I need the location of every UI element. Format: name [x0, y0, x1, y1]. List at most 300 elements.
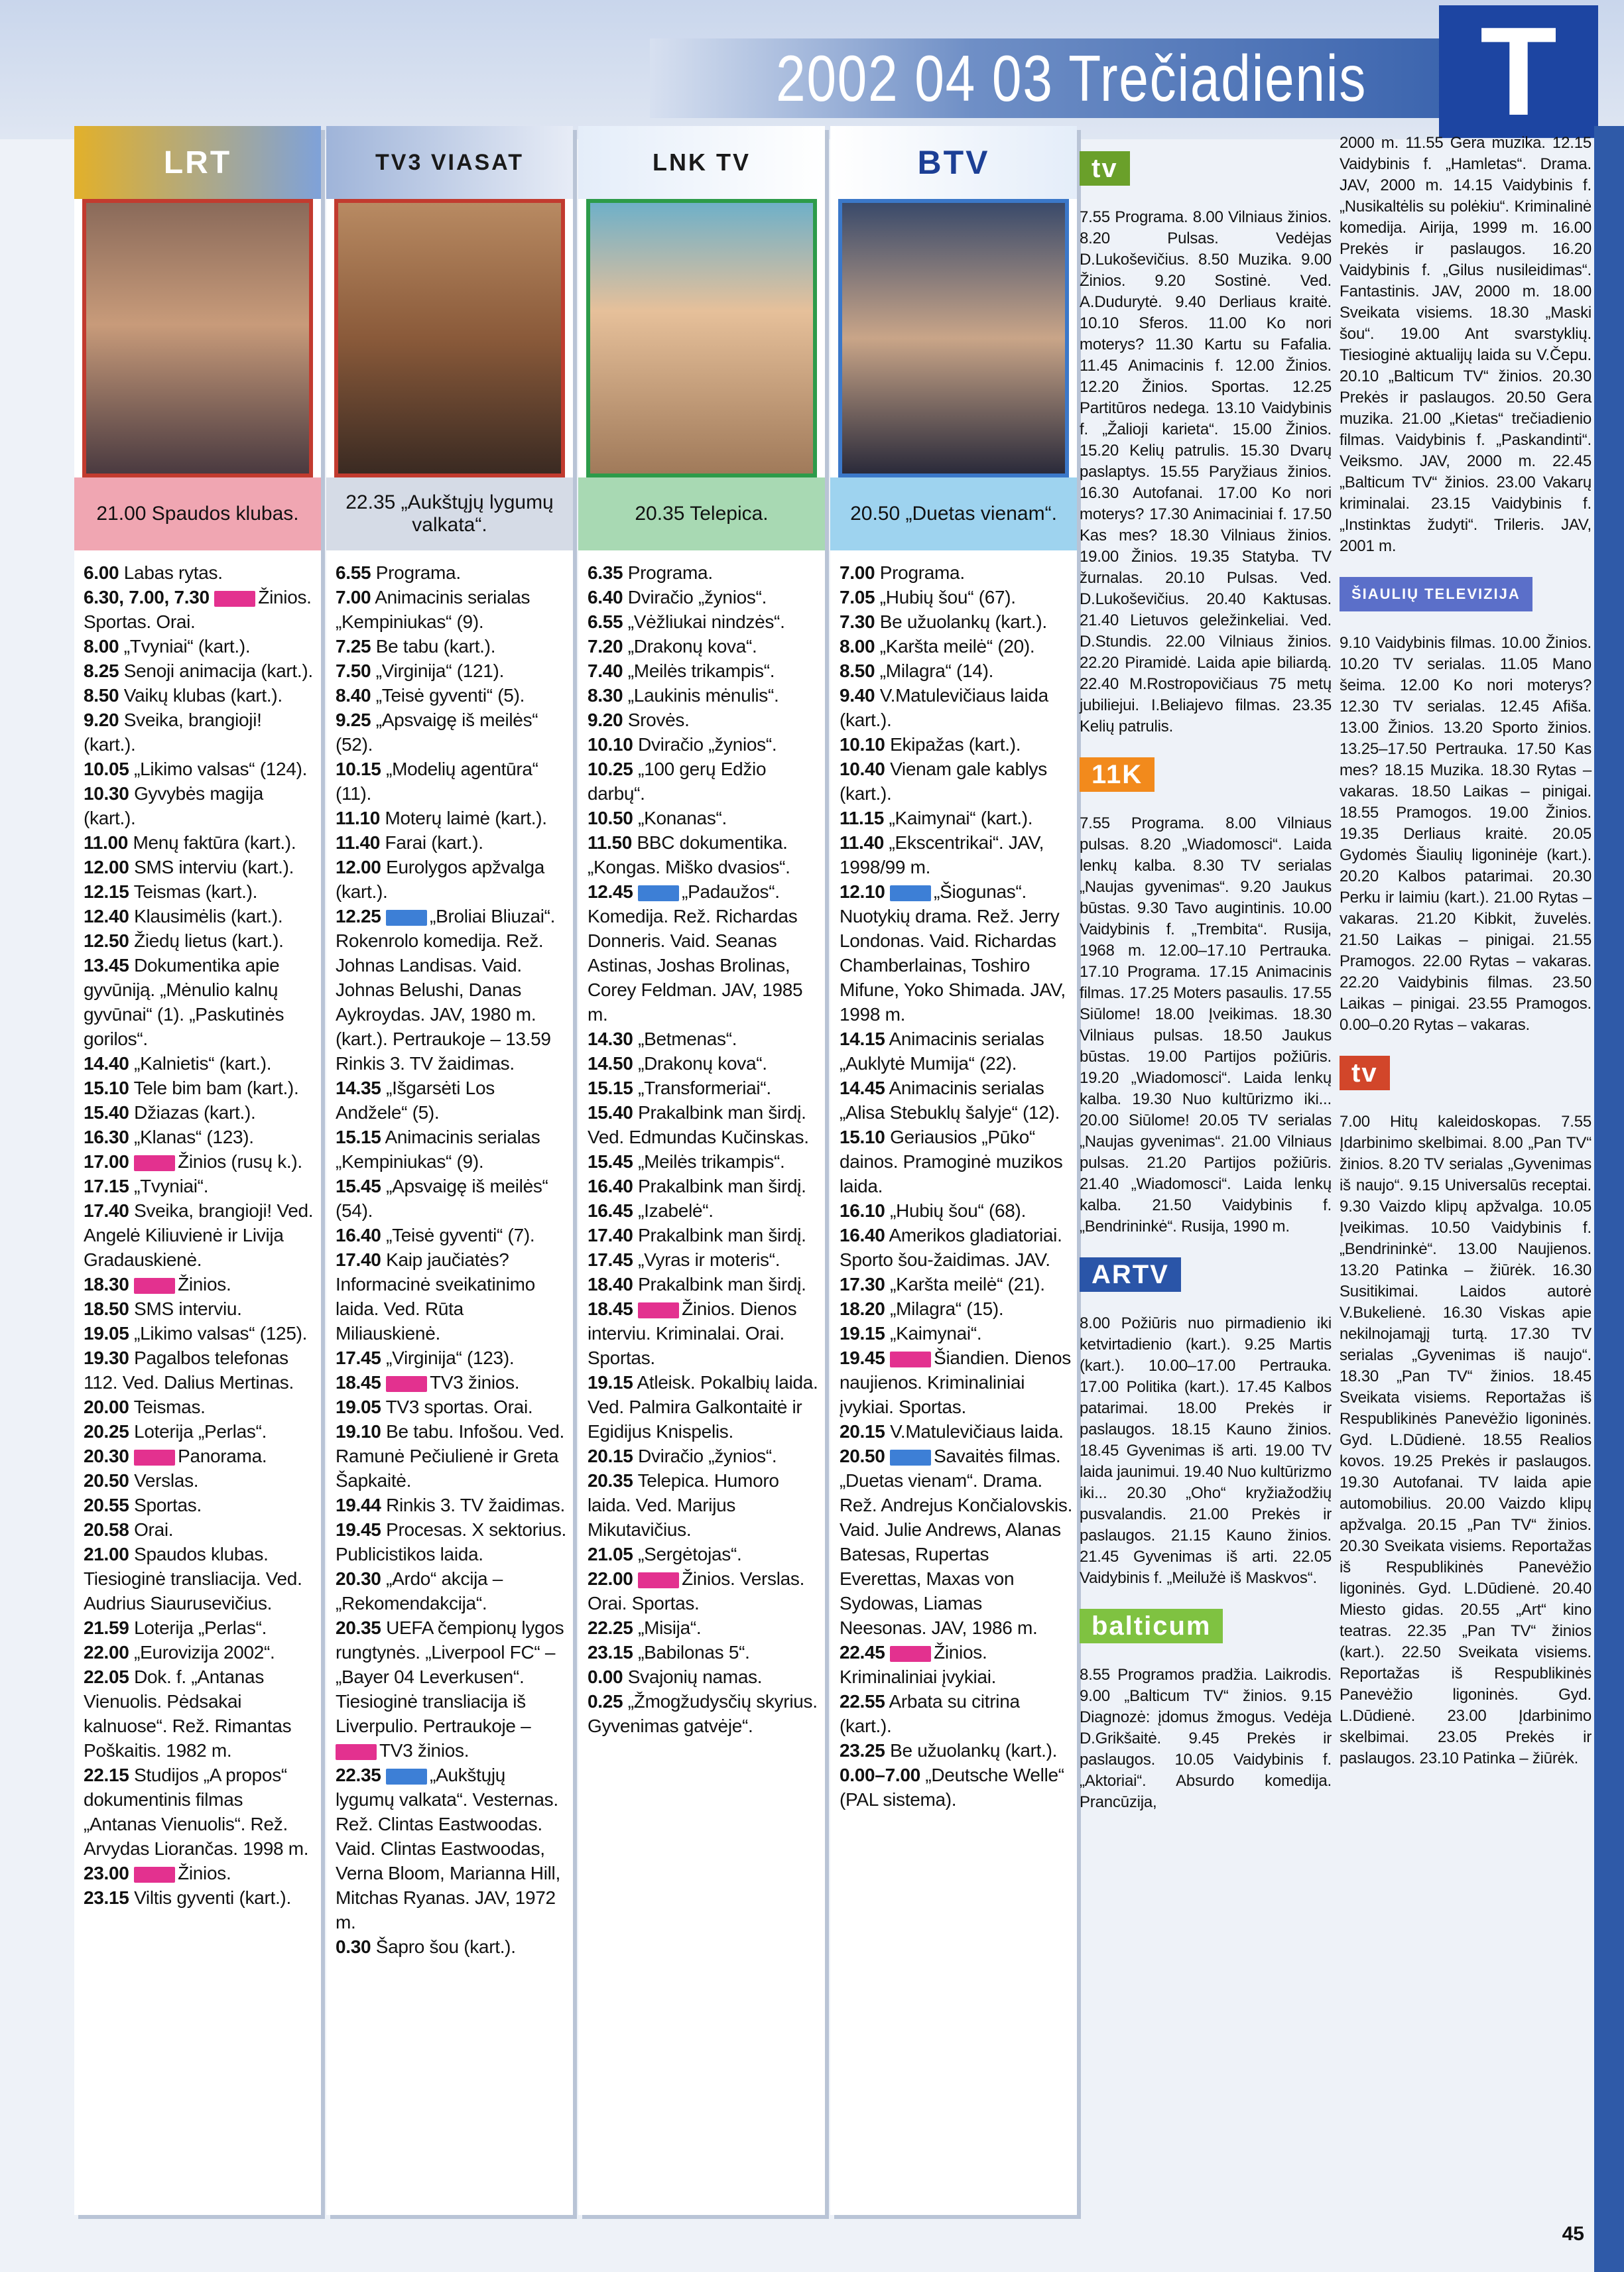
listing-text: Be tabu. Infošou. Ved. Ramunė Pečiulienė ir Greta Šapkaitė. — [336, 1421, 565, 1491]
listing-text: „Transformeriai“. — [638, 1078, 771, 1098]
listing-entry — [840, 560, 1073, 585]
listing-entry — [840, 659, 1073, 683]
listing-time: 17.00 — [84, 1151, 129, 1172]
listing-text: Animacinis serialas „Kempiniukas“ (9). — [336, 1127, 540, 1172]
listing-text: SMS interviu. — [134, 1298, 242, 1319]
listing-text: Prakalbink man širdį. — [638, 1274, 806, 1294]
listing-time: 12.45 — [588, 881, 633, 902]
listing-entry — [336, 560, 569, 585]
listing-text: „100 gerų Edžio darbų“. — [588, 759, 767, 804]
listing-time: 7.50 — [336, 661, 371, 681]
listing-time: 7.40 — [588, 661, 623, 681]
news-badge-icon — [336, 1744, 377, 1760]
listing-entry — [840, 830, 1073, 879]
listing-time: 20.15 — [588, 1446, 633, 1466]
news-badge-icon — [890, 1352, 931, 1367]
listing-time: 12.15 — [84, 881, 129, 902]
listing-entry — [588, 1149, 821, 1174]
listing-entry — [840, 1763, 1073, 1812]
listing-text: „Izabelė“. — [638, 1200, 714, 1221]
listing-time: 9.25 — [336, 710, 371, 730]
program-listings — [336, 560, 569, 2215]
listing-time: 14.50 — [588, 1053, 633, 1074]
listing-text: Kaip jaučiatės? Informacinė sveikatinimo laida. Ved. Rūta Miliauskienė. — [336, 1249, 535, 1344]
listing-text: SMS interviu (kart.). — [134, 857, 294, 877]
listing-time: 17.45 — [336, 1348, 381, 1368]
listing-entry — [84, 1468, 317, 1493]
listing-time: 0.30 — [336, 1936, 371, 1957]
listing-text: „Meilės trikampis“. — [627, 661, 775, 681]
listing-text: Be tabu (kart.). — [375, 636, 496, 657]
listing-entry — [84, 879, 317, 904]
listing-time: 12.25 — [336, 906, 381, 926]
listing-entry — [336, 1370, 569, 1395]
regional-channel-logo — [1080, 743, 1332, 806]
regional-schedule-text: 2000 m. 11.55 Gera muzika. 12.15 Vaidybinis f. „Hamletas“. Drama. JAV, 2000 m. 14.15 Vaidybinis f. „Nusikaltėlis su polėkiu“. Kriminalinė komedija. Airija, 1999 m. 16.00 Prekės ir paslaugos. 16.20 Vaidybinis f. „Gilus nusileidimas“. Fantastinis. JAV, 2000 m. 18.00 Sveikata visiems. 18.30 „Maski šou“. 19.00 Ant svarstyklių. Tiesioginė aktualijų laida su V.Čepu. 20.10 „Balticum TV“ žinios. 20.30 Prekės ir paslaugos. 20.50 Gera muzika. 21.00 „Kietas“ trečiadienio filmas. Vaidybinis f. „Paskandinti“. Veiksmo. JAV, 2000 m. 22.45 „Balticum TV“ žinios. 23.00 Vakarų kriminalai. 23.15 Vaidybinis f. „Instinktas žudyti“. Trileris. JAV, 2001 m. — [1340, 134, 1592, 555]
listing-text: Moterų laimė (kart.). — [385, 808, 547, 828]
listing-entry — [840, 1444, 1073, 1640]
listing-entry — [588, 1615, 821, 1640]
listing-time: 21.59 — [84, 1617, 129, 1638]
listing-entry — [336, 708, 569, 757]
listing-entry — [588, 1027, 821, 1051]
listing-entry — [588, 609, 821, 634]
listing-text: „Likimo valsas“ (125). — [134, 1323, 308, 1344]
listing-time: 11.10 — [336, 808, 381, 828]
listing-text: Panorama. — [178, 1446, 267, 1466]
listing-text: Animacinis serialas „Alisa Stebuklų šalyje“ (12). — [840, 1078, 1060, 1123]
listing-text: „Konanas“. — [638, 808, 727, 828]
listing-time: 11.15 — [840, 808, 885, 828]
listing-time: 10.10 — [588, 734, 633, 755]
listing-time: 12.50 — [84, 930, 129, 951]
program-photo — [334, 199, 565, 477]
listing-text: Dokumentika apie gyvūniją. „Mėnulio kalnų gyvūnai“ (1). „Paskutinės gorilos“. — [84, 955, 284, 1049]
regional-channel-logo-text: ŠIAULIŲ TELEVIZIJA — [1340, 577, 1532, 611]
listing-time: 21.00 — [84, 1544, 129, 1564]
listing-text: Žinios (rusų k.). — [178, 1151, 302, 1172]
listing-text: „Karšta meilė“ (21). — [890, 1274, 1045, 1294]
listing-text: Telepica. Humoro laida. Ved. Marijus Mikutavičius. — [588, 1470, 779, 1540]
listing-time: 15.40 — [588, 1102, 633, 1123]
listing-text: UEFA čempionų lygos rungtynės. „Liverpool FC“ – „Bayer 04 Leverkusen“. Tiesioginė transliacija iš Liverpulio. Pertraukoje – — [336, 1617, 564, 1736]
listing-time: 11.40 — [840, 832, 885, 853]
listing-entry — [336, 806, 569, 830]
listing-time: 20.25 — [84, 1421, 129, 1442]
listing-text: Vaikų klubas (kart.). — [123, 685, 282, 706]
listing-entry — [588, 585, 821, 609]
listing-text: Loterija „Perlas“. — [134, 1617, 267, 1638]
listing-text: „Vyras ir moteris“. — [638, 1249, 781, 1270]
listing-time: 12.10 — [840, 881, 885, 902]
listing-time: 22.15 — [84, 1765, 129, 1785]
listing-time: 9.20 — [588, 710, 623, 730]
listing-time: 18.45 — [336, 1372, 381, 1393]
listing-time: 19.10 — [336, 1421, 381, 1442]
listing-entry — [840, 879, 1073, 1027]
listing-time: 11.50 — [588, 832, 633, 853]
listing-entry — [336, 904, 569, 1076]
listing-time: 6.55 — [588, 611, 623, 632]
listing-entry — [336, 1615, 569, 1738]
listing-entry — [840, 609, 1073, 634]
listing-time: 7.30 — [840, 611, 875, 632]
film-badge-icon — [890, 1450, 931, 1466]
listing-text: Žinios. — [178, 1863, 231, 1883]
listing-time: 19.30 — [84, 1348, 129, 1368]
listing-time: 23.15 — [84, 1887, 129, 1908]
listing-text: „Ardo“ akcija – „Rekomendakcija“. — [336, 1568, 503, 1613]
regional-channel-logo-text: balticum — [1080, 1609, 1223, 1643]
regional-column-right — [1340, 133, 1592, 1775]
listing-text: „Drakonų kova“. — [627, 636, 757, 657]
program-photo — [586, 199, 817, 477]
listing-entry — [84, 1640, 317, 1665]
listing-time: 11.40 — [336, 832, 381, 853]
listing-text: „Teisė gyventi“ (7). — [386, 1225, 535, 1245]
listing-entry — [840, 1076, 1073, 1125]
listing-entry — [588, 1174, 821, 1198]
listing-text: Dviračio „žynios“. — [638, 1446, 777, 1466]
listing-time: 23.15 — [588, 1642, 633, 1663]
listing-time: 19.45 — [336, 1519, 381, 1540]
listing-text: Srovės. — [627, 710, 690, 730]
regional-channel-logo-text: ARTV — [1080, 1257, 1181, 1292]
listing-text: „Virginija“ (123). — [386, 1348, 515, 1368]
listing-time: 17.30 — [840, 1274, 885, 1294]
listing-entry — [336, 1174, 569, 1223]
listing-time: 6.35 — [588, 562, 623, 583]
listing-text: „Eurovizija 2002“. — [134, 1642, 275, 1663]
listing-entry — [336, 1517, 569, 1566]
listing-text: „Klanas“ (123). — [134, 1127, 254, 1147]
listing-entry — [588, 1640, 821, 1665]
listing-time: 15.10 — [840, 1127, 885, 1147]
listing-entry — [84, 1321, 317, 1346]
listing-text: Žinios. Verslas. Orai. Sportas. — [588, 1568, 805, 1613]
listing-entry — [588, 1444, 821, 1468]
listing-entry — [84, 1542, 317, 1615]
listing-time: 10.05 — [84, 759, 129, 779]
listing-text: Amerikos gladiatoriai. Sporto šou-žaidimas. JAV. — [840, 1225, 1062, 1270]
listing-time: 8.50 — [84, 685, 119, 706]
photo-caption: 22.35 „Aukštųjų lygumų valkata“. — [326, 477, 573, 550]
listing-time: 12.40 — [84, 906, 129, 926]
listing-entry — [84, 1444, 317, 1468]
listing-text: Studijos „A propos“ dokumentinis filmas „Antanas Vienuolis“. Rež. Arvydas Liorančas. 1998 m. — [84, 1765, 309, 1859]
channel-logo-tv3: TV3 VIASAT — [326, 126, 573, 199]
film-badge-icon — [386, 910, 427, 926]
listing-entry — [588, 1665, 821, 1689]
regional-channel-logo — [1080, 1594, 1332, 1658]
listing-time: 18.30 — [84, 1274, 129, 1294]
listing-time: 19.15 — [588, 1372, 633, 1393]
listing-time: 19.15 — [840, 1323, 885, 1344]
listing-text: Teismas. — [133, 1397, 206, 1417]
listing-entry — [840, 1321, 1073, 1346]
listing-entry — [840, 1296, 1073, 1321]
listing-time: 10.40 — [840, 759, 885, 779]
listing-entry — [588, 659, 821, 683]
listing-entry — [588, 1542, 821, 1566]
listing-text: Be užuolankų (kart.). — [890, 1740, 1058, 1761]
listing-text: Spaudos klubas. Tiesioginė transliacija. Ved. Audrius Siaurusevičius. — [84, 1544, 302, 1613]
listing-text: „Drakonų kova“. — [638, 1053, 767, 1074]
listing-text: „Milagra“ (14). — [879, 661, 994, 681]
listing-time: 15.40 — [84, 1102, 129, 1123]
listing-entry — [336, 1223, 569, 1247]
film-badge-icon — [386, 1769, 427, 1785]
listing-text: V.Matulevičiaus laida. — [890, 1421, 1064, 1442]
listing-entry — [840, 806, 1073, 830]
listing-time: 12.00 — [84, 857, 129, 877]
listing-entry — [588, 1198, 821, 1223]
listing-entry — [84, 1346, 317, 1395]
listing-time: 18.45 — [588, 1298, 633, 1319]
listing-entry — [84, 1076, 317, 1100]
listing-entry — [588, 1100, 821, 1149]
listing-entry — [84, 1296, 317, 1321]
listing-text: Eurolygos apžvalga (kart.). — [336, 857, 545, 902]
regional-channels-area — [1080, 126, 1594, 2215]
listing-entry — [588, 683, 821, 708]
program-photo — [82, 199, 313, 477]
channel-column-lrt — [74, 126, 321, 2215]
listing-text: TV3 žinios. — [379, 1740, 469, 1761]
listing-time: 20.30 — [336, 1568, 381, 1589]
listing-text: Prakalbink man širdį. — [638, 1225, 806, 1245]
listing-time: 10.10 — [840, 734, 885, 755]
listing-text: Geriausios „Pūko“ dainos. Pramoginė muzikos laida. — [840, 1127, 1063, 1196]
regional-schedule-text: 7.55 Programa. 8.00 Vilniaus pulsas. 8.20 „Wiadomosci“. Laida lenkų kalba. 8.30 TV serialas „Naujas gyvenimas“. 9.20 Jaukus būstas. 9.30 Tavo augintinis. 10.00 Vaidybinis f. „Trembita“. Rusija, 1968 m. 12.00–17.10 Pertrauka. 17.10 Programa. 17.15 Animacinis filmas. 17.25 Moters pasaulis. 17.55 Siūlome! 18.00 Įveikimas. 18.30 Vilniaus pulsas. 18.50 Jaukus būstas. 19.00 Partijos požiūris. 19.20 „Wiadomosci“. Laida lenkų kalba. 19.30 Nuo kultūrizmo iki... 20.00 Siūlome! 20.05 TV serialas „Naujas gyvenimas“. 21.00 Vilniaus pulsas. 21.20 Partijos požiūris. 21.40 „Wiadomosci“. Laida lenkų kalba. 21.50 Vaidybinis f. „Bendrininkė“. Rusija, 1990 m. — [1080, 814, 1332, 1235]
listing-text: „Žmogžudysčių skyrius. Gyvenimas gatvėje“. — [588, 1691, 818, 1736]
listing-time: 16.45 — [588, 1200, 633, 1221]
regional-column-left — [1080, 133, 1332, 1818]
listing-entry — [336, 855, 569, 904]
listing-time: 15.15 — [336, 1127, 381, 1147]
listing-time: 8.25 — [84, 661, 119, 681]
listing-text: „Virginija“ (121). — [375, 661, 505, 681]
listing-text: Džiazas (kart.). — [134, 1102, 256, 1123]
listing-text: Prakalbink man širdį. Ved. Edmundas Kučinskas. — [588, 1102, 809, 1147]
listing-text: „Tvyniai“. — [134, 1176, 209, 1196]
regional-channel-logo — [1340, 1041, 1592, 1105]
listing-text: „Likimo valsas“ (124). — [134, 759, 308, 779]
listing-entry — [84, 1149, 317, 1174]
listing-time: 20.50 — [84, 1470, 129, 1491]
listing-time: 19.44 — [336, 1495, 381, 1515]
listing-entry — [588, 1296, 821, 1370]
listing-entry — [840, 683, 1073, 732]
listing-text: Senoji animacija (kart.). — [123, 661, 313, 681]
listing-text: „Modelių agentūra“ (11). — [336, 759, 538, 804]
listing-text: „Tvyniai“ (kart.). — [123, 636, 251, 657]
listing-text: Programa. — [375, 562, 461, 583]
listing-entry — [84, 904, 317, 928]
listing-text: V.Matulevičiaus laida (kart.). — [840, 685, 1048, 730]
listing-text: „Laukinis mėnulis“. — [627, 685, 779, 706]
listing-time: 15.15 — [588, 1078, 633, 1098]
listing-time: 17.15 — [84, 1176, 129, 1196]
listing-time: 13.45 — [84, 955, 129, 976]
listing-entry — [84, 1051, 317, 1076]
listing-entry — [588, 1566, 821, 1615]
listing-text: Orai. — [134, 1519, 174, 1540]
listing-text: Sportas. — [134, 1495, 202, 1515]
listing-time: 20.35 — [588, 1470, 633, 1491]
listing-time: 8.00 — [84, 636, 119, 657]
listing-time: 16.30 — [84, 1127, 129, 1147]
listing-time: 16.10 — [840, 1200, 885, 1221]
listing-text: Viltis gyventi (kart.). — [134, 1887, 291, 1908]
listing-text: „Apsvaigę iš meilės“ (54). — [336, 1176, 548, 1221]
listing-entry — [840, 1346, 1073, 1419]
listing-entry — [84, 1517, 317, 1542]
listing-time: 14.40 — [84, 1053, 129, 1074]
regional-channel-logo — [1080, 1243, 1332, 1306]
listing-entry — [336, 1125, 569, 1174]
listing-entry — [840, 1419, 1073, 1444]
listing-entry — [336, 1566, 569, 1615]
film-badge-icon — [638, 885, 679, 901]
listing-time: 17.45 — [588, 1249, 633, 1270]
channel-column-tv3 — [326, 126, 573, 2215]
listing-entry — [336, 757, 569, 806]
regional-channel-logo — [1080, 137, 1332, 200]
page-title: 2002 04 03 Trečiadienis — [776, 42, 1367, 115]
listing-entry — [84, 1198, 317, 1272]
listing-time: 22.35 — [336, 1765, 381, 1785]
regional-schedule-text: 8.55 Programos pradžia. Laikrodis. 9.00 „Balticum TV“ žinios. 9.15 Diagnozė: įdomus žmogus. Vedėja D.Grikšaitė. 9.45 Prekės ir paslaugos. 10.05 Vaidybinis f. „Aktoriai“. Absurdo komedija. Prancūzija, — [1080, 1666, 1332, 1811]
regional-schedule-text: 7.00 Hitų kaleidoskopas. 7.55 Įdarbinimo skelbimai. 8.00 „Pan TV“ žinios. 8.20 TV serialas „Gyvenimas iš naujo“. 9.15 Universalūs receptai. 9.30 Vaizdo klipų apžvalga. 10.05 Įveikimas. 10.50 Vaidybinis f. „Bendrininkė“. 13.00 Naujienos. 13.20 Patinka – žiūrėk. 16.30 Susitikimai. Laidos autorė V.Bukelienė. 16.30 Viskas apie nekilnojamąjį turtą. 17.30 TV serialas „Gyvenimas iš naujo“. 18.30 „Pan TV“ žinios. 18.45 Sveikata visiems. Reportažas iš Respublikinės Panevėžio ligoninės. Gyd. L.Dūdienė. 18.55 Realios kovos. 19.25 Prekės ir paslaugos. 19.30 Autofanai. TV laida apie automobilius. 20.00 Vaizdo klipų apžvalga. 20.15 „Pan TV“ žinios. 20.30 Sveikata visiems. Reportažas iš Respublikinės Panevėžio ligoninės. Gyd. L.Dūdienė. 20.40 Miesto gidas. 20.55 „Art“ kino teatras. 22.35 „Pan TV“ žinios (kart.). 22.50 Sveikata visiems. Reportažas iš Respublikinės Panevėžio ligoninės. Gyd. L.Dūdienė. 23.00 Įdarbinimo skelbimai. 23.05 Prekės ir paslaugos. 23.10 Patinka – žiūrėk. — [1340, 1113, 1592, 1767]
listing-text: „Kalnietis“ (kart.). — [134, 1053, 272, 1074]
photo-caption: 20.50 „Duetas vienam“. — [830, 477, 1077, 550]
right-edge-strip — [1594, 126, 1624, 2272]
listing-time: 10.50 — [588, 808, 633, 828]
listing-text: Tele bim bam (kart.). — [133, 1078, 299, 1098]
channel-column-btv — [830, 126, 1077, 2215]
listing-time: 22.05 — [84, 1667, 129, 1687]
listing-time: 15.45 — [588, 1151, 633, 1172]
listing-time: 19.45 — [840, 1348, 885, 1368]
regional-channel-logo-text: 11K — [1080, 757, 1155, 792]
listing-entry — [84, 1395, 317, 1419]
listing-entry — [84, 708, 317, 757]
regional-channel-logo-text: tv — [1080, 151, 1130, 186]
listing-text: Be užuolankų (kart.). — [879, 611, 1047, 632]
listing-text: Animacinis serialas „Auklytė Mumija“ (22). — [840, 1029, 1044, 1074]
listing-text: Prakalbink man širdį. — [638, 1176, 806, 1196]
listing-text: Svajonių namas. — [627, 1667, 763, 1687]
listing-text: „Šiogunas“. Nuotykių drama. Rež. Jerry Londonas. Vaid. Richardas Chamberlainas, Toshiro Mifune, Yoko Shimada. JAV, 1998 m. — [840, 881, 1066, 1025]
listing-text: „Aukštųjų lygumų valkata“. Vesternas. Rež. Clintas Eastwoodas. Vaid. Clintas Eastwoodas, Verna Bloom, Marianna Hill, Mitchas Ryanas. JAV, 1972 m. — [336, 1765, 560, 1932]
listing-entry — [588, 830, 821, 879]
listing-time: 22.00 — [588, 1568, 633, 1589]
day-letter-badge: T — [1439, 5, 1598, 138]
listing-time: 23.00 — [84, 1863, 129, 1883]
listing-text: „Vėžliukai nindzės“. — [627, 611, 785, 632]
listing-entry — [840, 1272, 1073, 1296]
listing-entry — [84, 634, 317, 659]
listing-text: Žinios. Kriminaliniai įvykiai. — [840, 1642, 997, 1687]
listing-time: 22.45 — [840, 1642, 885, 1663]
listing-entry — [588, 1689, 821, 1738]
listing-time: 15.45 — [336, 1176, 381, 1196]
listing-text: Farai (kart.). — [385, 832, 483, 853]
listing-entry — [588, 1223, 821, 1247]
listing-entry — [840, 1223, 1073, 1272]
listing-entry — [840, 732, 1073, 757]
listing-time: 0.25 — [588, 1691, 623, 1712]
channel-logo-lrt: LRT — [74, 126, 321, 199]
listing-time: 14.45 — [840, 1078, 885, 1098]
listing-time: 8.00 — [840, 636, 875, 657]
listing-text: Savaitės filmas. „Duetas vienam“. Drama. Rež. Andrejus Končialovskis. Vaid. Julie Andrews, Alanas Batesas, Rupertas Everettas, Maxas von Sydowas, Liamas Neesonas. JAV, 1986 m. — [840, 1446, 1073, 1638]
listing-time: 7.25 — [336, 636, 371, 657]
listing-text: „Betmenas“. — [638, 1029, 737, 1049]
listing-text: Loterija „Perlas“. — [134, 1421, 267, 1442]
listing-entry — [588, 1076, 821, 1100]
listing-time: 6.30, 7.00, 7.30 — [84, 587, 210, 607]
listing-time: 18.20 — [840, 1298, 885, 1319]
listing-text: Šiandien. Dienos naujienos. Kriminaliniai įvykiai. Sportas. — [840, 1348, 1071, 1417]
listing-time: 8.50 — [840, 661, 875, 681]
listing-entry — [336, 1934, 569, 1959]
listing-text: „Hubių šou“ (67). — [879, 587, 1016, 607]
listing-entry — [336, 1076, 569, 1125]
listing-time: 10.30 — [84, 783, 129, 804]
regional-schedule-text: 7.55 Programa. 8.00 Vilniaus žinios. 8.20 Pulsas. Vedėjas D.Lukoševičius. 8.50 Muzika. 9.00 Žinios. 9.20 Sostinė. Ved. A.Dudurytė. 9.40 Derliaus kraitė. 10.10 Sferos. 11.00 Ko nori moterys? 11.30 Kartu su Fafalia. 11.45 Animacinis f. 12.00 Žinios. 12.20 Žinios. Sportas. 12.25 Partitūros nedega. 13.10 Vaidybinis f. „Žalioji karieta“. 15.00 Žinios. 15.20 Kelių patrulis. 15.30 Dvarų paslaptys. 15.55 Paryžiaus žinios. 16.30 Autofanai. 17.00 Ko nori moterys? 17.30 Animaciniai f. 17.50 Kas mes? 18.30 Vilniaus žinios. 19.00 Žinios. 19.35 Statyba. TV žurnalas. 20.10 Pulsas. Ved. D.Lukoševičius. 20.40 Kaktusas. 21.40 Lietuvos geležinkeliai. Ved. D.Stundis. 22.00 Vilniaus žinios. 22.20 Piramidė. Laida apie biliardą. 22.40 M.Rostropovičiaus 75 metų jubiliejui. I.Beliajevo filmas. 23.35 Kelių patrulis. — [1080, 208, 1332, 735]
listing-text: „Hubių šou“ (68). — [890, 1200, 1027, 1221]
program-listings — [588, 560, 821, 2215]
listing-time: 14.15 — [840, 1029, 885, 1049]
listing-text: TV3 sportas. Orai. — [385, 1397, 533, 1417]
listing-time: 7.20 — [588, 636, 623, 657]
listing-time: 14.35 — [336, 1078, 381, 1098]
channel-logo-btv: BTV — [830, 126, 1077, 199]
listing-time: 10.25 — [588, 759, 633, 779]
listing-time: 0.00 — [588, 1667, 623, 1687]
listing-time: 9.20 — [84, 710, 119, 730]
listing-entry — [84, 1125, 317, 1149]
listing-entry — [84, 1885, 317, 1910]
listing-entry — [84, 683, 317, 708]
film-badge-icon — [890, 885, 931, 901]
listing-text: „Sergėtojas“. — [638, 1544, 742, 1564]
listing-text: Verslas. — [134, 1470, 199, 1491]
listing-time: 10.15 — [336, 759, 381, 779]
listing-text: Animacinis serialas „Kempiniukas“ (9). — [336, 587, 531, 632]
listing-time: 20.55 — [84, 1495, 129, 1515]
listing-text: Programa. — [879, 562, 965, 583]
listing-entry — [840, 1689, 1073, 1738]
listing-time: 16.40 — [336, 1225, 381, 1245]
news-badge-icon — [638, 1302, 679, 1318]
program-listings — [84, 560, 317, 2215]
regional-channel-logo — [1340, 562, 1592, 626]
listing-time: 20.58 — [84, 1519, 129, 1540]
listing-time: 22.55 — [840, 1691, 885, 1712]
listing-entry — [840, 1125, 1073, 1198]
listing-time: 19.05 — [336, 1397, 381, 1417]
listing-text: Atleisk. Pokalbių laida. Ved. Palmira Galkontaitė ir Egidijus Knispelis. — [588, 1372, 818, 1442]
listing-time: 19.05 — [84, 1323, 129, 1344]
listing-entry — [84, 781, 317, 830]
program-photo — [838, 199, 1069, 477]
listing-time: 17.40 — [588, 1225, 633, 1245]
listing-time: 11.00 — [84, 832, 129, 853]
listing-text: „Meilės trikampis“. — [638, 1151, 785, 1172]
